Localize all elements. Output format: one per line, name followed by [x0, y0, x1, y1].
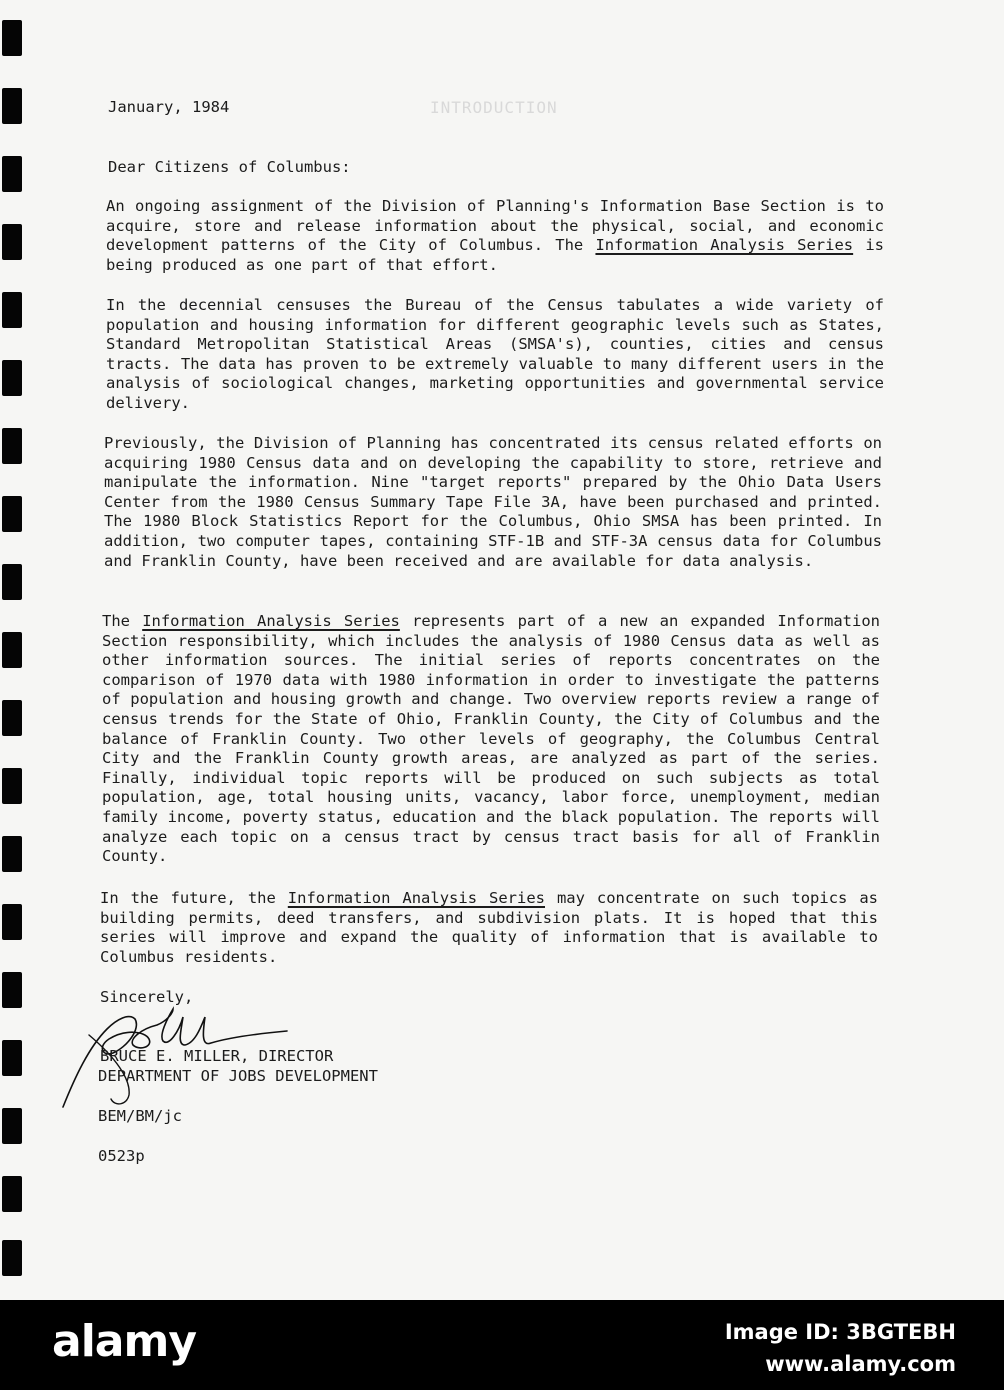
paragraph-4: The Information Analysis Series represents part of a new an expanded Information Section responsibility, which includes the analysis of 1980 Census data as well as other information sources. The initial series of reports concentrates on the comparison of 1970 data with 1980 information in order to investigate the patterns of population and housing growth and change. Two overview reports review a range of census trends for the State of Ohio, Franklin County, the City of Columbus and the balance of Franklin County. Two other levels of geography, the Columbus Central City and the Franklin County growth areas, are analyzed as part of the series. Finally, individual topic reports will be produced on such subjects as total population, age, total housing units, vacancy, labor force, unemployment, median family income, poverty status, education and the black population. The reports will analyze each topic on a census tract by census tract basis for all of Franklin County.: [102, 612, 880, 866]
paragraph-3: Previously, the Division of Planning has concentrated its census related efforts on acquiring 1980 Census data and on developing the capability to store, retrieve and manipulate the information. Nine "target reports" prepared by the Ohio Data Users Center from the 1980 Census Summary Tape File 3A, have been purchased and printed. The 1980 Block Statistics Report for the Columbus, Ohio SMSA has been printed. In addition, two computer tapes, containing STF-1B and STF-3A census data for Columbus and Franklin County, have been received and are available for data analysis.: [104, 434, 882, 570]
signer-department: DEPARTMENT OF JOBS DEVELOPMENT: [98, 1067, 378, 1085]
binding-ring: [2, 836, 22, 872]
binding-ring: [2, 156, 22, 192]
binding-ring: [2, 632, 22, 668]
binding-ring: [2, 360, 22, 396]
site-url: www.alamy.com: [765, 1352, 956, 1376]
binding-ring: [2, 700, 22, 736]
reference-initials: BEM/BM/jc: [98, 1107, 182, 1125]
watermark-footer: [0, 1300, 1004, 1390]
letter-date: January, 1984: [108, 98, 230, 116]
alamy-logo: alamy: [52, 1316, 196, 1367]
binding-ring: [2, 88, 22, 124]
binding-ring: [2, 904, 22, 940]
binding-ring: [2, 496, 22, 532]
series-title: Information Analysis Series: [595, 236, 854, 255]
paragraph-5: In the future, the Information Analysis Series may concentrate on such topics as building permits, deed transfers, and subdivision plats. It is hoped that this series will improve and expand the quality of information that is available to Columbus residents.: [100, 889, 878, 966]
binding-ring: [2, 20, 22, 56]
image-id: Image ID: 3BGTEBH: [724, 1320, 956, 1344]
signer-name: BRUCE E. MILLER, DIRECTOR: [100, 1047, 334, 1065]
series-title: Information Analysis Series: [142, 612, 400, 630]
binding-ring: [2, 564, 22, 600]
binding-ring: [2, 428, 22, 464]
series-title: Information Analysis Series: [287, 889, 545, 907]
binding-ring: [2, 1176, 22, 1212]
bleed-through-heading: INTRODUCTION: [430, 98, 558, 117]
spiral-binding: [0, 0, 30, 1300]
binding-ring: [2, 224, 22, 260]
salutation: Dear Citizens of Columbus:: [108, 158, 351, 176]
paragraph-1: An ongoing assignment of the Division of Planning's Information Base Section is to acquire, store and release information about the physical, social, and economic development patterns of the City of Columbus. The Information Analysis Series is being produced as one part of that effort.: [106, 197, 884, 274]
binding-ring: [2, 292, 22, 328]
paragraph-2: In the decennial censuses the Bureau of the Census tabulates a wide variety of population and housing information for different geographic levels such as States, Standard Metropolitan Statistical Areas (SMSA's), counties, cities and census tracts. The data has proven to be extremely valuable to many different users in the analysis of sociological changes, marketing opportunities and governmental service delivery.: [106, 296, 884, 412]
closing: Sincerely,: [100, 988, 194, 1006]
binding-ring: [2, 1040, 22, 1076]
binding-ring: [2, 768, 22, 804]
binding-ring: [2, 1240, 22, 1276]
binding-ring: [2, 1108, 22, 1144]
document-code: 0523p: [98, 1147, 145, 1165]
binding-ring: [2, 972, 22, 1008]
